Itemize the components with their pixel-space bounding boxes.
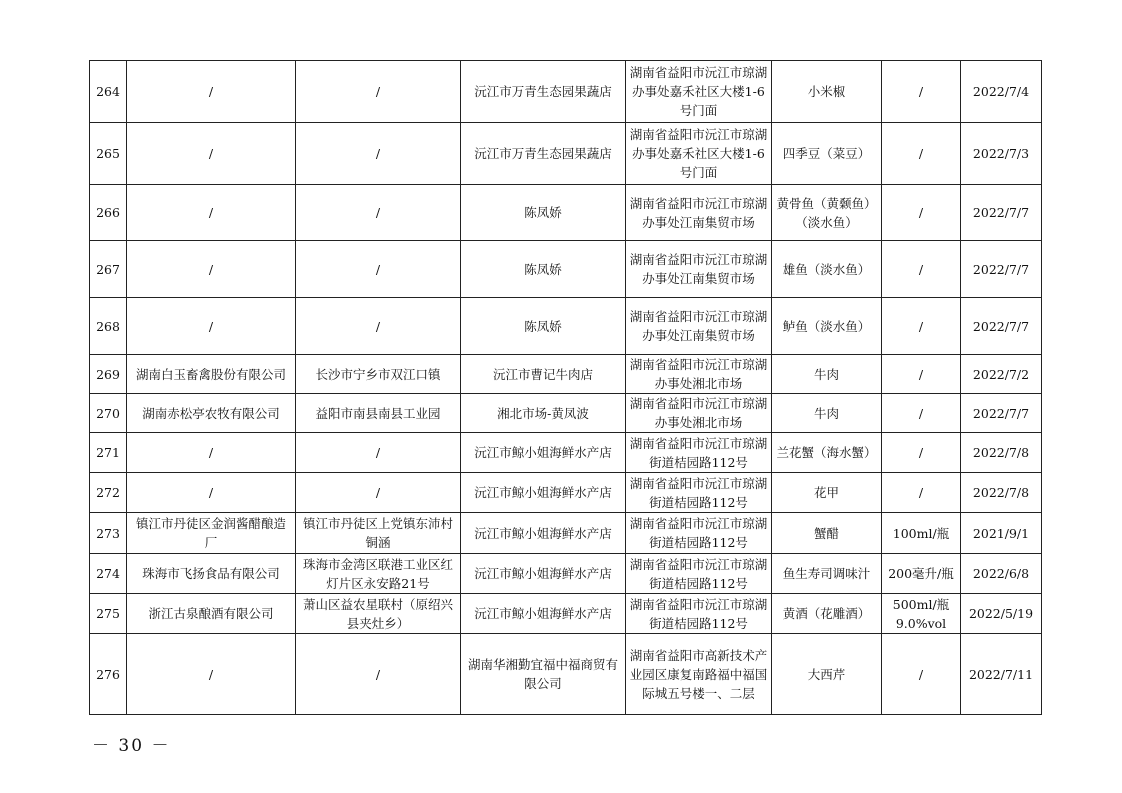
cell-seller: 沅江市鲸小姐海鲜水产店	[461, 473, 626, 513]
cell-product: 黄酒（花雕酒）	[772, 594, 882, 634]
cell-date: 2022/7/11	[961, 634, 1042, 715]
table-row	[90, 634, 1042, 715]
cell-producer: /	[127, 123, 296, 185]
cell-producer-address: /	[296, 123, 461, 185]
cell-number: 276	[90, 634, 127, 715]
cell-seller-address: 湖南省益阳市沅江市琼湖办事处湘北市场	[626, 355, 772, 394]
cell-product: 蟹醋	[772, 513, 882, 554]
table-row	[90, 513, 1042, 554]
cell-seller: 沅江市万青生态园果蔬店	[461, 61, 626, 123]
cell-seller: 陈凤娇	[461, 241, 626, 298]
cell-producer-address: /	[296, 298, 461, 355]
cell-specification: /	[882, 394, 961, 433]
cell-seller-address: 湖南省益阳市沅江市琼湖街道桔园路112号	[626, 594, 772, 634]
cell-specification: /	[882, 298, 961, 355]
cell-date: 2022/7/7	[961, 298, 1042, 355]
cell-specification: /	[882, 473, 961, 513]
cell-seller-address: 湖南省益阳市沅江市琼湖办事处江南集贸市场	[626, 241, 772, 298]
cell-product: 小米椒	[772, 61, 882, 123]
cell-number: 270	[90, 394, 127, 433]
cell-seller: 湘北市场-黄凤波	[461, 394, 626, 433]
cell-number: 273	[90, 513, 127, 554]
cell-seller-address: 湖南省益阳市高新技术产业园区康复南路福中福国际城五号楼一、二层	[626, 634, 772, 715]
cell-seller-address: 湖南省益阳市沅江市琼湖办事处嘉禾社区大楼1-6号门面	[626, 123, 772, 185]
cell-number: 274	[90, 554, 127, 594]
cell-producer-address: /	[296, 634, 461, 715]
cell-date: 2022/6/8	[961, 554, 1042, 594]
table-row	[90, 241, 1042, 298]
cell-product: 大西芹	[772, 634, 882, 715]
cell-seller-address: 湖南省益阳市沅江市琼湖办事处湘北市场	[626, 394, 772, 433]
cell-number: 269	[90, 355, 127, 394]
page-number: － 30 －	[92, 736, 171, 756]
cell-specification: /	[882, 123, 961, 185]
cell-producer: /	[127, 298, 296, 355]
cell-producer: /	[127, 473, 296, 513]
cell-number: 271	[90, 433, 127, 473]
table-row	[90, 433, 1042, 473]
cell-number: 268	[90, 298, 127, 355]
cell-seller-address: 湖南省益阳市沅江市琼湖办事处江南集贸市场	[626, 185, 772, 241]
cell-number: 267	[90, 241, 127, 298]
cell-product: 兰花蟹（海水蟹）	[772, 433, 882, 473]
cell-date: 2022/5/19	[961, 594, 1042, 634]
cell-producer: 珠海市飞扬食品有限公司	[127, 554, 296, 594]
cell-product: 牛肉	[772, 394, 882, 433]
cell-producer: 湖南白玉畜禽股份有限公司	[127, 355, 296, 394]
cell-seller-address: 湖南省益阳市沅江市琼湖街道桔园路112号	[626, 554, 772, 594]
cell-producer: /	[127, 433, 296, 473]
cell-producer: /	[127, 241, 296, 298]
table-row	[90, 355, 1042, 394]
cell-date: 2022/7/2	[961, 355, 1042, 394]
cell-product: 黄骨鱼（黄颡鱼）（淡水鱼）	[772, 185, 882, 241]
cell-specification: /	[882, 241, 961, 298]
cell-date: 2022/7/8	[961, 433, 1042, 473]
cell-number: 266	[90, 185, 127, 241]
cell-product: 鱼生寿司调味汁	[772, 554, 882, 594]
cell-seller: 沅江市鲸小姐海鲜水产店	[461, 594, 626, 634]
product-table	[89, 60, 1042, 715]
cell-number: 265	[90, 123, 127, 185]
cell-seller-address: 湖南省益阳市沅江市琼湖街道桔园路112号	[626, 513, 772, 554]
cell-number: 275	[90, 594, 127, 634]
cell-specification: 200毫升/瓶	[882, 554, 961, 594]
table-row	[90, 123, 1042, 185]
cell-producer-address: 镇江市丹徒区上党镇东沛村铜涵	[296, 513, 461, 554]
cell-product: 四季豆（菜豆）	[772, 123, 882, 185]
cell-producer-address: 益阳市南县南县工业园	[296, 394, 461, 433]
cell-seller-address: 湖南省益阳市沅江市琼湖街道桔园路112号	[626, 473, 772, 513]
cell-product: 雄鱼（淡水鱼）	[772, 241, 882, 298]
table-row	[90, 61, 1042, 123]
cell-producer-address: /	[296, 473, 461, 513]
cell-producer: /	[127, 634, 296, 715]
cell-producer: 浙江古泉酿酒有限公司	[127, 594, 296, 634]
cell-date: 2021/9/1	[961, 513, 1042, 554]
cell-seller-address: 湖南省益阳市沅江市琼湖街道桔园路112号	[626, 433, 772, 473]
cell-producer: 湖南赤松亭农牧有限公司	[127, 394, 296, 433]
cell-seller: 沅江市鲸小姐海鲜水产店	[461, 554, 626, 594]
cell-specification: 100ml/瓶	[882, 513, 961, 554]
cell-seller-address: 湖南省益阳市沅江市琼湖办事处江南集贸市场	[626, 298, 772, 355]
table-row	[90, 185, 1042, 241]
cell-producer-address: /	[296, 433, 461, 473]
cell-producer: /	[127, 185, 296, 241]
cell-number: 264	[90, 61, 127, 123]
cell-seller: 沅江市万青生态园果蔬店	[461, 123, 626, 185]
cell-seller: 陈凤娇	[461, 185, 626, 241]
cell-producer: 镇江市丹徒区金润酱醋酿造厂	[127, 513, 296, 554]
cell-seller-address: 湖南省益阳市沅江市琼湖办事处嘉禾社区大楼1-6号门面	[626, 61, 772, 123]
cell-producer-address: /	[296, 61, 461, 123]
cell-date: 2022/7/8	[961, 473, 1042, 513]
cell-seller: 湖南华湘勤宜福中福商贸有限公司	[461, 634, 626, 715]
cell-date: 2022/7/3	[961, 123, 1042, 185]
cell-producer-address: /	[296, 185, 461, 241]
cell-date: 2022/7/4	[961, 61, 1042, 123]
cell-date: 2022/7/7	[961, 185, 1042, 241]
cell-specification: 500ml/瓶 9.0%vol	[882, 594, 961, 634]
cell-producer-address: 珠海市金湾区联港工业区红灯片区永安路21号	[296, 554, 461, 594]
cell-product: 牛肉	[772, 355, 882, 394]
cell-product: 花甲	[772, 473, 882, 513]
cell-producer-address: /	[296, 241, 461, 298]
table-row	[90, 298, 1042, 355]
cell-seller: 陈凤娇	[461, 298, 626, 355]
cell-specification: /	[882, 433, 961, 473]
cell-specification: /	[882, 634, 961, 715]
table-row	[90, 554, 1042, 594]
cell-producer: /	[127, 61, 296, 123]
cell-producer-address: 萧山区益农星联村（原绍兴县夹灶乡）	[296, 594, 461, 634]
cell-producer-address: 长沙市宁乡市双江口镇	[296, 355, 461, 394]
cell-product: 鲈鱼（淡水鱼）	[772, 298, 882, 355]
table-row	[90, 473, 1042, 513]
cell-number: 272	[90, 473, 127, 513]
cell-seller: 沅江市鲸小姐海鲜水产店	[461, 513, 626, 554]
cell-specification: /	[882, 355, 961, 394]
cell-date: 2022/7/7	[961, 394, 1042, 433]
cell-seller: 沅江市曹记牛肉店	[461, 355, 626, 394]
cell-seller: 沅江市鲸小姐海鲜水产店	[461, 433, 626, 473]
table-row	[90, 394, 1042, 433]
cell-specification: /	[882, 185, 961, 241]
cell-specification: /	[882, 61, 961, 123]
table-row	[90, 594, 1042, 634]
cell-date: 2022/7/7	[961, 241, 1042, 298]
